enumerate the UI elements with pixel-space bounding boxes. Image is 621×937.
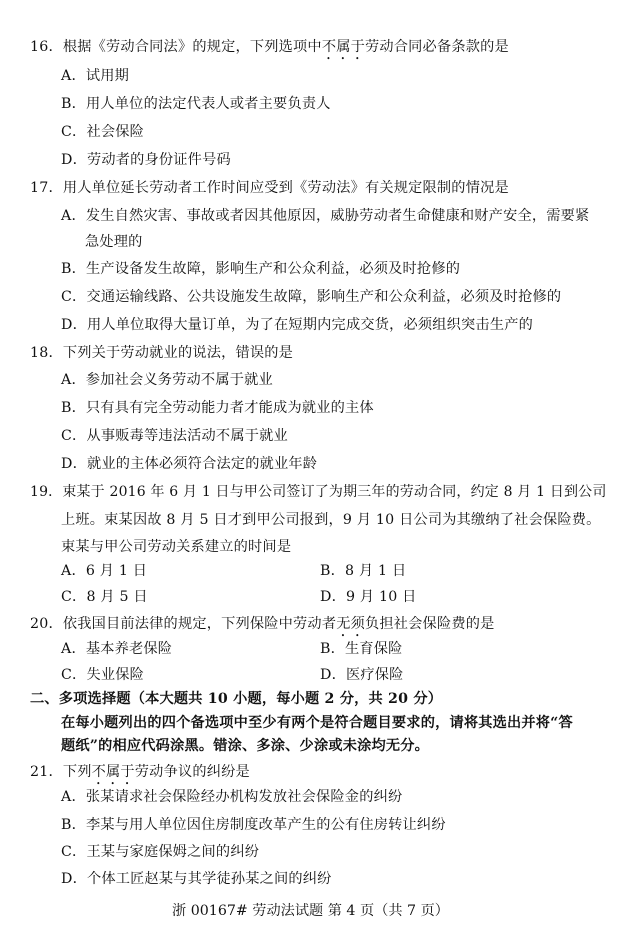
q18-option-d: D．就业的主体必须符合法定的就业年龄 [61,456,318,472]
section2-heading: 二、多项选择题（本大题共 10 小题，每小题 2 分，共 20 分） [30,691,443,707]
section2-instructions-line2: 题纸”的相应代码涂黑。错涂、多涂、少涂或未涂均无分。 [61,738,430,754]
q19-option-a: A．6 月 1 日 [61,563,148,579]
q20-stem: 20．依我国目前法律的规定，下列保险中劳动者无须负担社会保险费的是 [30,616,495,632]
q21-option-b: B．李某与用人单位因住房制度改革产生的公有住房转让纠纷 [61,817,446,833]
q16-emphasis: 不属于 [321,39,365,55]
q18-option-a: A．参加社会义务劳动不属于就业 [61,372,273,388]
q17-option-a: A．发生自然灾害、事故或者因其他原因，威胁劳动者生命健康和财产安全，需要紧 [61,208,590,224]
q21-stem: 21．下列不属于劳动争议的纠纷是 [30,764,250,780]
q16-option-b: B．用人单位的法定代表人或者主要负责人 [61,96,331,112]
q18-option-b: B．只有具有完全劳动能力者才能成为就业的主体 [61,400,374,416]
q21-emphasis: 不属于 [91,764,135,780]
q17-option-c: C．交通运输线路、公共设施发生故障，影响生产和公众利益，必须及时抢修的 [61,289,562,305]
page-footer: 浙 00167# 劳动法试题 第 4 页（共 7 页） [172,903,449,919]
q16-stem: 16．根据《劳动合同法》的规定，下列选项中不属于劳动合同必备条款的是 [30,39,509,55]
q19-stem-line2: 上班。束某因故 8 月 5 日才到甲公司报到，9 月 10 日公司为其缴纳了社会保险费。 [61,512,601,528]
q19-option-b: B．8 月 1 日 [320,563,407,579]
q16-option-a: A．试用期 [61,68,129,84]
q19-option-c: C．8 月 5 日 [61,589,148,605]
q21-option-c: C．王某与家庭保姆之间的纠纷 [61,844,260,860]
q17-option-d: D．用人单位取得大量订单，为了在短期内完成交货，必须组织突击生产的 [61,317,533,333]
q18-option-c: C．从事贩毒等违法活动不属于就业 [61,428,288,444]
q20-option-d: D．医疗保险 [320,667,404,683]
q17-stem: 17．用人单位延长劳动者工作时间应受到《劳动法》有关规定限制的情况是 [30,180,509,196]
q17-option-a-cont: 急处理的 [85,234,143,250]
q19-stem-line1: 19．束某于 2016 年 6 月 1 日与甲公司签订了为期三年的劳动合同，约定 8 月 1 日到公司 [30,484,607,500]
q20-option-b: B．生育保险 [320,641,403,657]
section2-instructions-line1: 在每小题列出的四个备选项中至少有两个是符合题目要求的，请将其选出并将“答 [61,715,573,731]
q20-option-c: C．失业保险 [61,667,144,683]
q20-emphasis: 无须 [336,616,365,632]
q20-option-a: A．基本养老保险 [61,641,173,657]
q21-option-d: D．个体工匠赵某与其学徒孙某之间的纠纷 [61,871,332,887]
q21-option-a: A．张某请求社会保险经办机构发放社会保险金的纠纷 [61,789,403,805]
q18-stem: 18．下列关于劳动就业的说法，错误的是 [30,345,294,361]
q16-option-d: D．劳动者的身份证件号码 [61,152,231,168]
q19-stem-line3: 束某与甲公司劳动关系建立的时间是 [61,539,292,555]
q16-option-c: C．社会保险 [61,124,144,140]
q17-option-b: B．生产设备发生故障，影响生产和公众利益，必须及时抢修的 [61,261,461,277]
q19-option-d: D．9 月 10 日 [320,589,417,605]
